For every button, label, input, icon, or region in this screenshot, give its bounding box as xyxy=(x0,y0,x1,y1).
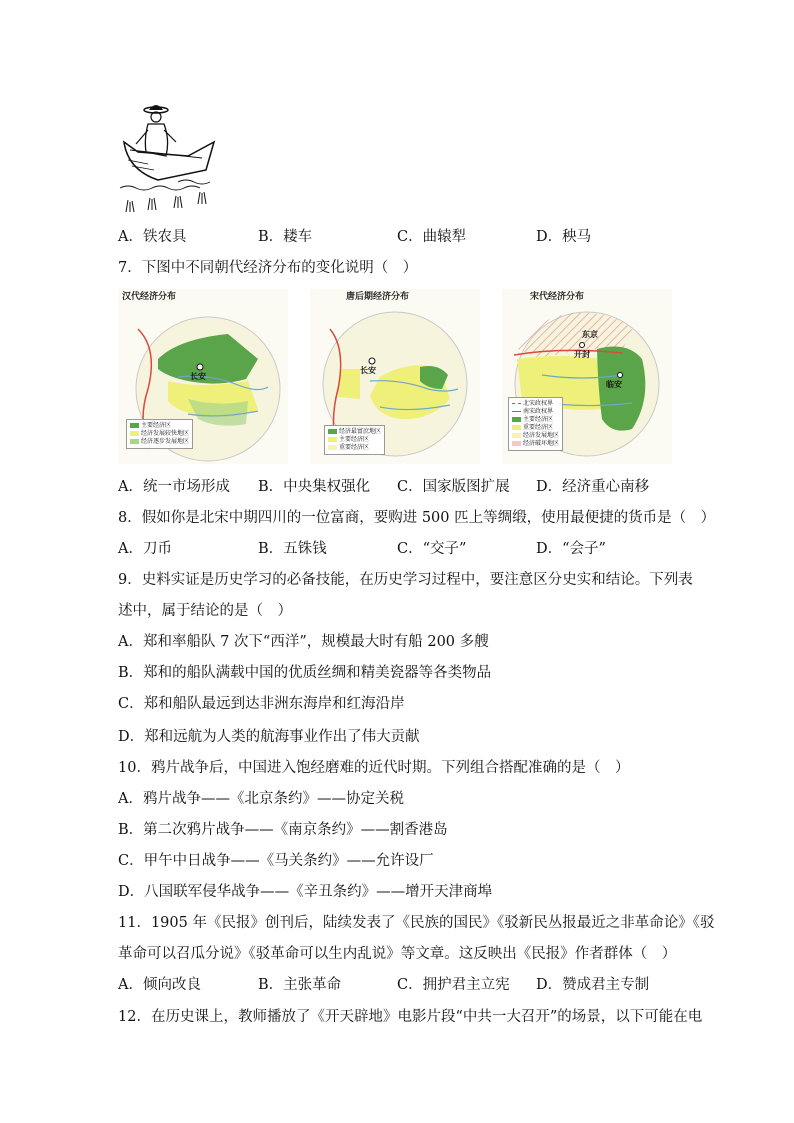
song-legend-1: 北宋政权界 xyxy=(523,400,554,407)
song-legend-2: 南宋政权界 xyxy=(523,408,554,415)
tang-legend-2: 主要经济区 xyxy=(339,436,370,443)
q7-option-b[interactable]: B．中央集权强化 xyxy=(258,479,371,495)
q8-option-d[interactable]: D．“会子” xyxy=(536,541,606,557)
tang-legend-3: 重要经济区 xyxy=(339,444,370,451)
song-map-title: 宋代经济分布 xyxy=(530,292,585,302)
tang-map-legend xyxy=(324,425,385,455)
tang-economy-map xyxy=(310,289,480,464)
song-legend-5: 经济发展地区 xyxy=(523,432,560,439)
song-legend-6: 经济破坏地区 xyxy=(523,440,560,447)
han-legend-1: 主要经济区 xyxy=(141,422,172,429)
q11-option-d[interactable]: D．赞成君主专制 xyxy=(536,977,650,993)
q10-stem: 10．鸦片战争后，中国进入饱经磨难的近代时期。下列组合搭配准确的是（ ） xyxy=(118,760,630,776)
q9-stem-line1: 9．史料实证是历史学习的必备技能，在历史学习过程中，要注意区分史实和结论。下列表 xyxy=(118,572,693,588)
q9-option-d[interactable]: D．郑和远航为人类的航海事业作出了伟大贡献 xyxy=(118,729,420,745)
tang-legend-1: 经济最富庶地区 xyxy=(339,428,382,435)
q8-option-b[interactable]: B．五铢钱 xyxy=(258,541,327,557)
han-legend-2: 经济发展较快地区 xyxy=(141,430,190,437)
han-city-changan: 长安 xyxy=(190,372,206,381)
q10-option-a[interactable]: A．鸦片战争——《北京条约》——协定关税 xyxy=(118,791,404,807)
song-city-kaifeng: 开封 xyxy=(574,350,590,359)
han-map-title: 汉代经济分布 xyxy=(122,292,177,302)
q11-stem-line2: 革命可以召瓜分说》《驳革命可以生内乱说》等文章。这反映出《民报》作者群体（ ） xyxy=(118,946,677,962)
q10-option-b[interactable]: B．第二次鸦片战争——《南京条约》——割香港岛 xyxy=(118,822,448,838)
q11-option-b[interactable]: B．主张革命 xyxy=(258,977,342,993)
q6-option-d[interactable]: D．秧马 xyxy=(536,229,592,245)
q10-option-c[interactable]: C．甲午中日战争——《马关条约》——允许设厂 xyxy=(118,853,434,869)
tang-map-title: 唐后期经济分布 xyxy=(346,292,410,302)
q8-stem: 8．假如你是北宋中期四川的一位富商，要购进 500 匹上等绸缎，使用最便捷的货币是（ ） xyxy=(118,510,716,526)
q9-option-c[interactable]: C．郑和船队最远到达非洲东海岸和红海沿岸 xyxy=(118,696,405,712)
q11-option-a[interactable]: A．倾向改良 xyxy=(118,977,201,993)
yangma-illustration xyxy=(118,100,220,215)
han-legend-3: 经济逐步发展地区 xyxy=(141,438,190,445)
q11-option-c[interactable]: C．拥护君主立宪 xyxy=(397,977,510,993)
song-legend-4: 重要经济区 xyxy=(523,424,554,431)
q6-option-b[interactable]: B．耧车 xyxy=(258,229,313,245)
q9-option-a[interactable]: A．郑和率船队 7 次下“西洋”，规模最大时有船 200 多艘 xyxy=(118,634,489,650)
song-city-linan: 临安 xyxy=(606,380,622,389)
q10-option-d[interactable]: D．八国联军侵华战争——《辛丑条约》——增开天津商埠 xyxy=(118,884,493,900)
han-economy-map xyxy=(118,289,288,464)
han-map-legend xyxy=(126,419,193,449)
q6-option-c[interactable]: C．曲辕犁 xyxy=(397,229,467,245)
q7-option-a[interactable]: A．统一市场形成 xyxy=(118,479,230,495)
q7-option-c[interactable]: C．国家版图扩展 xyxy=(397,479,510,495)
song-legend-3: 主要经济区 xyxy=(523,416,554,423)
tang-city-changan: 长安 xyxy=(360,366,376,375)
q9-stem-line2: 述中，属于结论的是（ ） xyxy=(118,603,292,619)
q7-option-d[interactable]: D．经济重心南移 xyxy=(536,479,650,495)
q9-option-b[interactable]: B．郑和的船队满载中国的优质丝绸和精美瓷器等各类物品 xyxy=(118,665,492,681)
song-city-dongjing: 东京 xyxy=(582,330,598,339)
q8-option-c[interactable]: C．“交子” xyxy=(397,541,467,557)
song-map-legend xyxy=(508,397,563,451)
q11-stem-line1: 11．1905 年《民报》创刊后，陆续发表了《民族的国民》《驳新民丛报最近之非革命论》《驳 xyxy=(118,915,715,931)
q8-option-a[interactable]: A．刀币 xyxy=(118,541,172,557)
q12-stem: 12．在历史课上，教师播放了《开天辟地》电影片段“中共一大召开”的场景，以下可能在电 xyxy=(118,1009,703,1025)
q6-option-a[interactable]: A．铁农具 xyxy=(118,229,187,245)
song-economy-map xyxy=(502,289,672,464)
q7-stem: 7．下图中不同朝代经济分布的变化说明（ ） xyxy=(118,260,418,276)
